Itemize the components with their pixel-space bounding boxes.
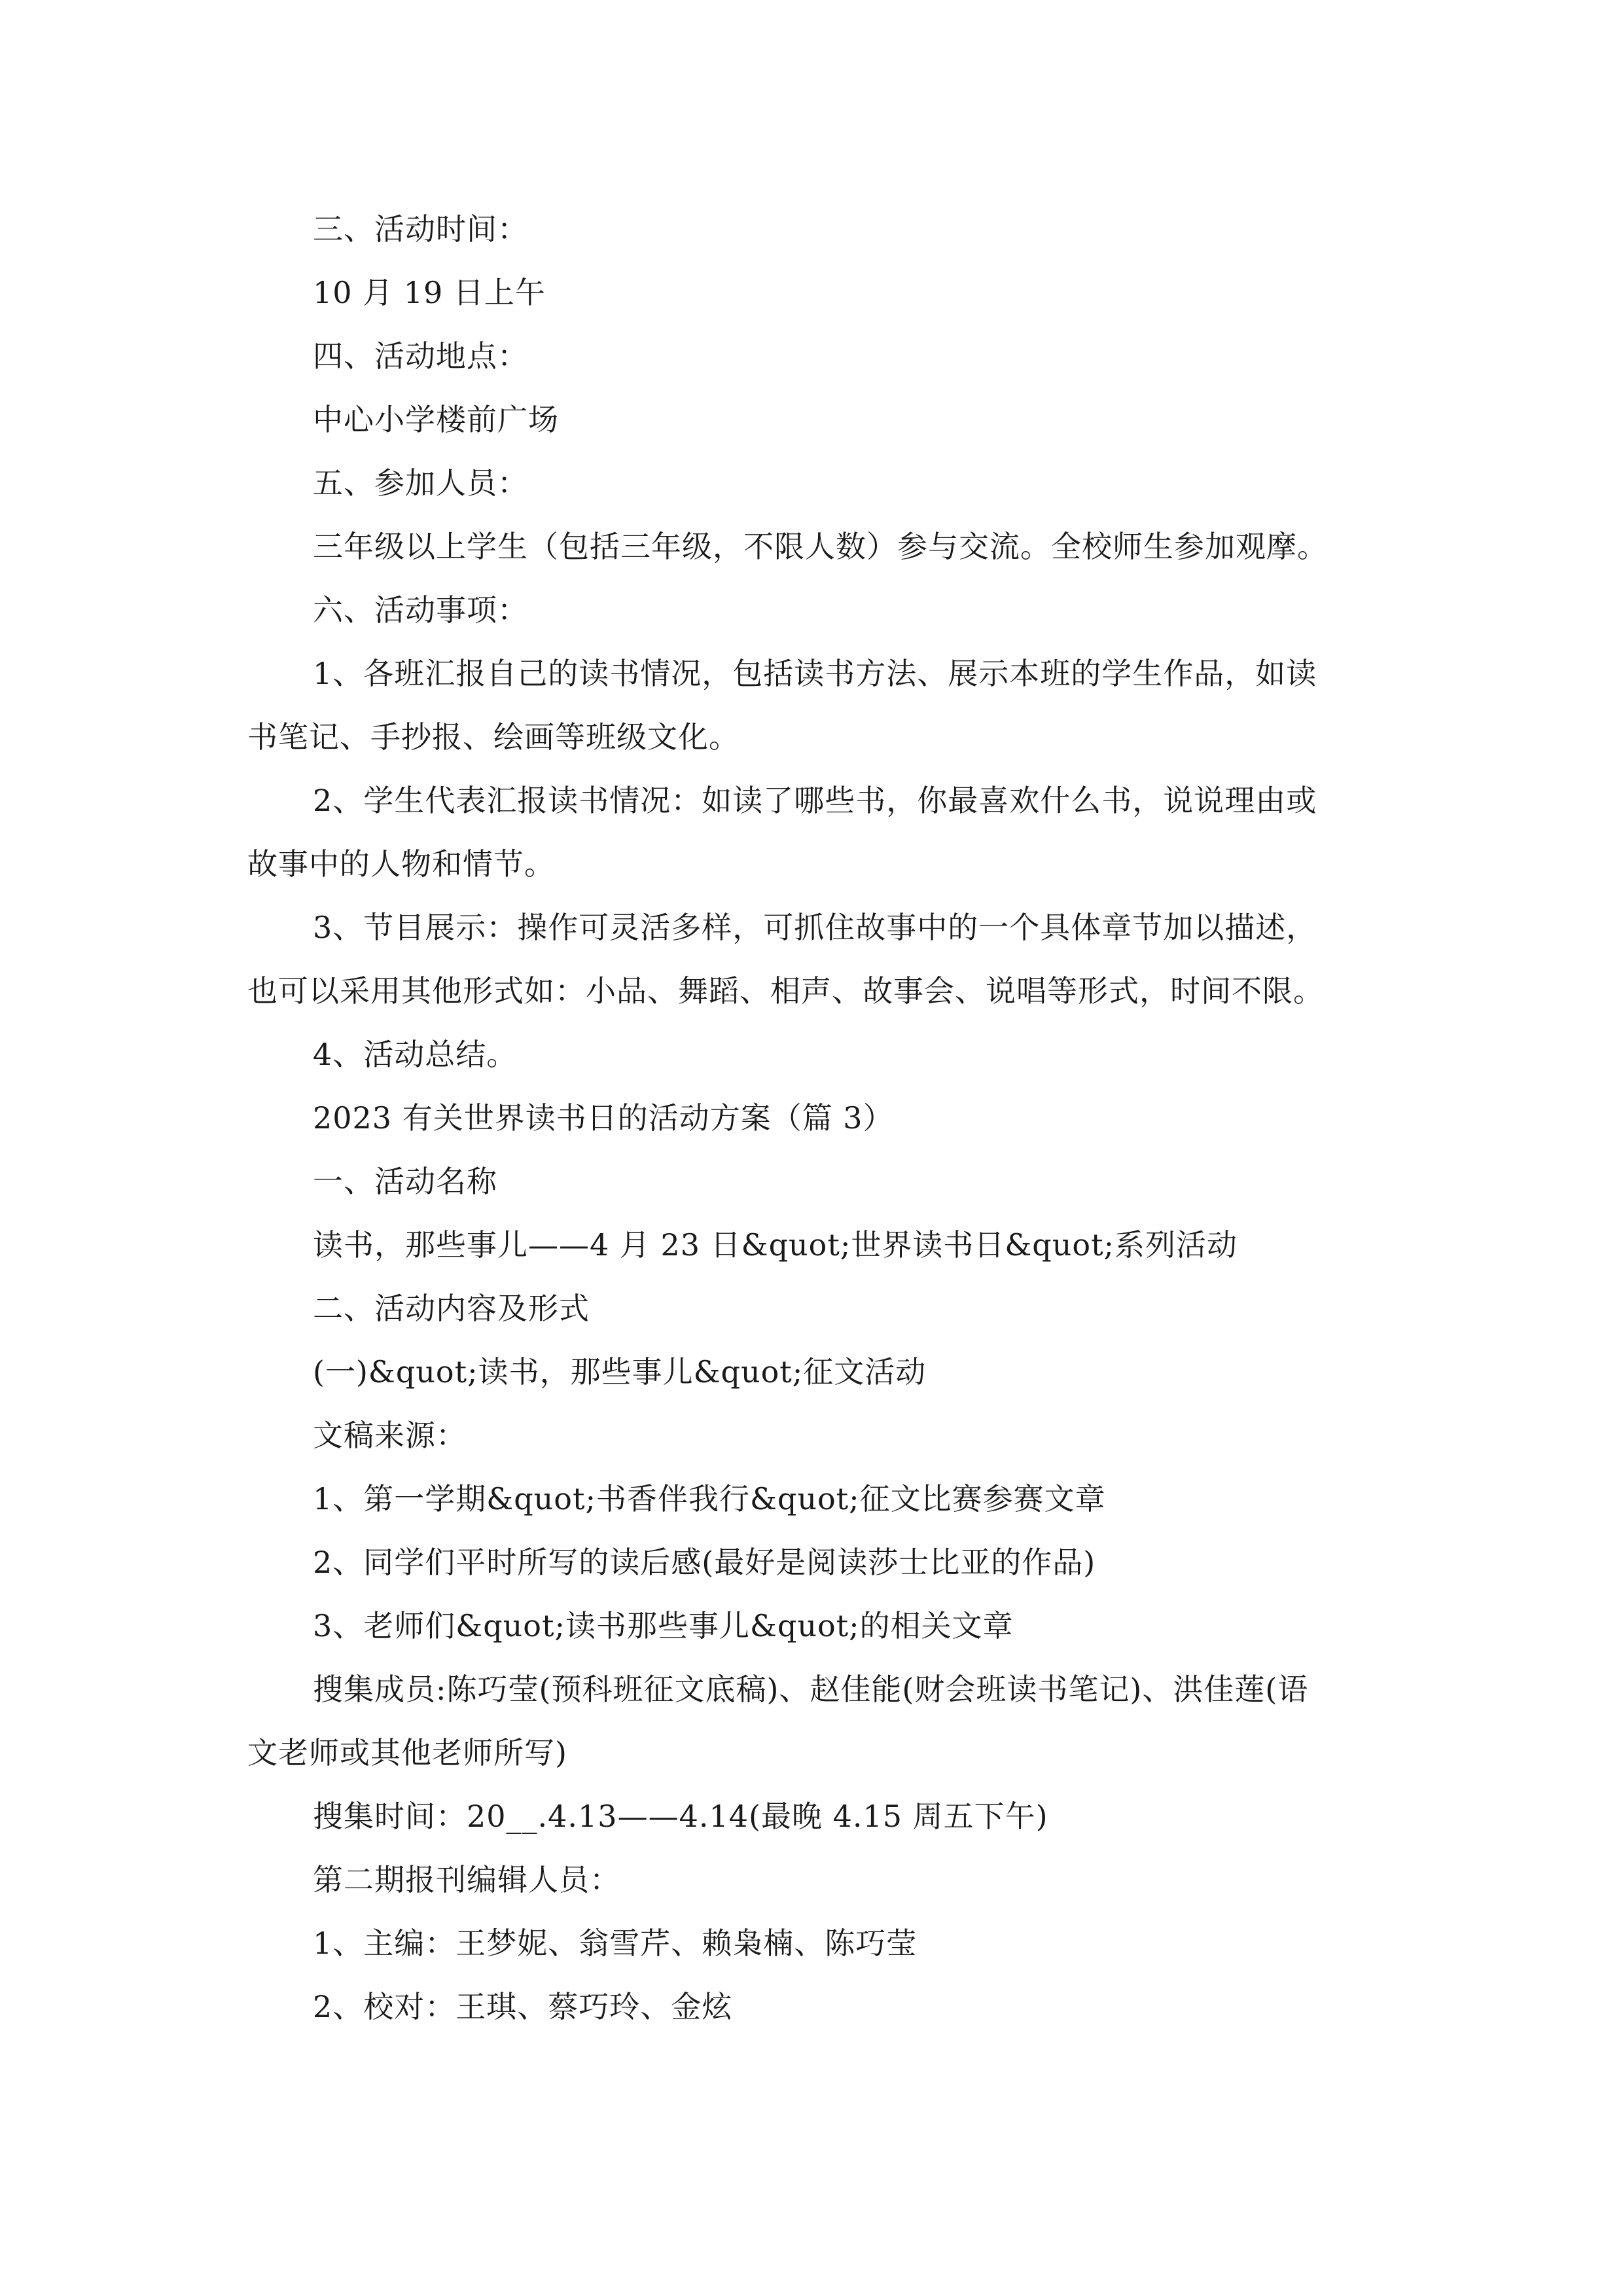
text-line: 一、活动名称 [313,1164,497,1199]
text-line: 中心小学楼前广场 [313,402,559,437]
text-line: 1、主编：王梦妮、翁雪芹、赖枭楠、陈巧莹 [313,1926,918,1961]
text-line: 1、各班汇报自己的读书情况，包括读书方法、展示本班的学生作品，如读 [313,656,1317,691]
text-line: 文稿来源： [313,1418,467,1453]
text-line: 三、活动时间： [313,211,528,247]
text-line: 五、参加人员： [313,465,528,501]
text-line: 也可以采用其他形式如：小品、舞蹈、相声、故事会、说唱等形式，时间不限。 [247,973,1324,1009]
text-line: 3、节目展示：操作可灵活多样，可抓住故事中的一个具体章节加以描述， [313,910,1317,945]
text-line: 2、学生代表汇报读书情况：如读了哪些书，你最喜欢什么书，说说理由或 [313,783,1317,818]
text-line: 4、活动总结。 [313,1037,518,1072]
text-line: 1、第一学期&quot;书香伴我行&quot;征文比赛参赛文章 [313,1481,1106,1516]
text-line: 二、活动内容及形式 [313,1291,590,1326]
text-line: 10 月 19 日上午 [313,275,546,310]
text-line: 搜集时间：20__.4.13——4.14(最晚 4.15 周五下午) [313,1799,1048,1834]
text-line: 六、活动事项： [313,592,528,628]
text-line: 文老师或其他老师所写) [247,1735,567,1770]
text-line: 2、同学们平时所写的读后感(最好是阅读莎士比亚的作品) [313,1545,1096,1580]
text-line: 3、老师们&quot;读书那些事儿&quot;的相关文章 [313,1608,1014,1643]
text-line: 四、活动地点： [313,338,528,374]
text-line: 第二期报刊编辑人员： [313,1862,620,1897]
section-title: 2023 有关世界读书日的活动方案（篇 3） [313,1100,894,1136]
text-line: 三年级以上学生（包括三年级，不限人数）参与交流。全校师生参加观摩。 [313,529,1328,564]
text-line: 搜集成员:陈巧莹(预科班征文底稿)、赵佳能(财会班读书笔记)、洪佳莲(语 [313,1672,1309,1707]
text-line: (一)&quot;读书，那些事儿&quot;征文活动 [313,1354,927,1390]
text-line: 读书，那些事儿——4 月 23 日&quot;世界读书日&quot;系列活动 [313,1227,1238,1263]
text-line: 2、校对：王琪、蔡巧玲、金炫 [313,1989,733,2024]
text-line: 书笔记、手抄报、绘画等班级文化。 [247,719,740,755]
text-line: 故事中的人物和情节。 [247,846,555,882]
